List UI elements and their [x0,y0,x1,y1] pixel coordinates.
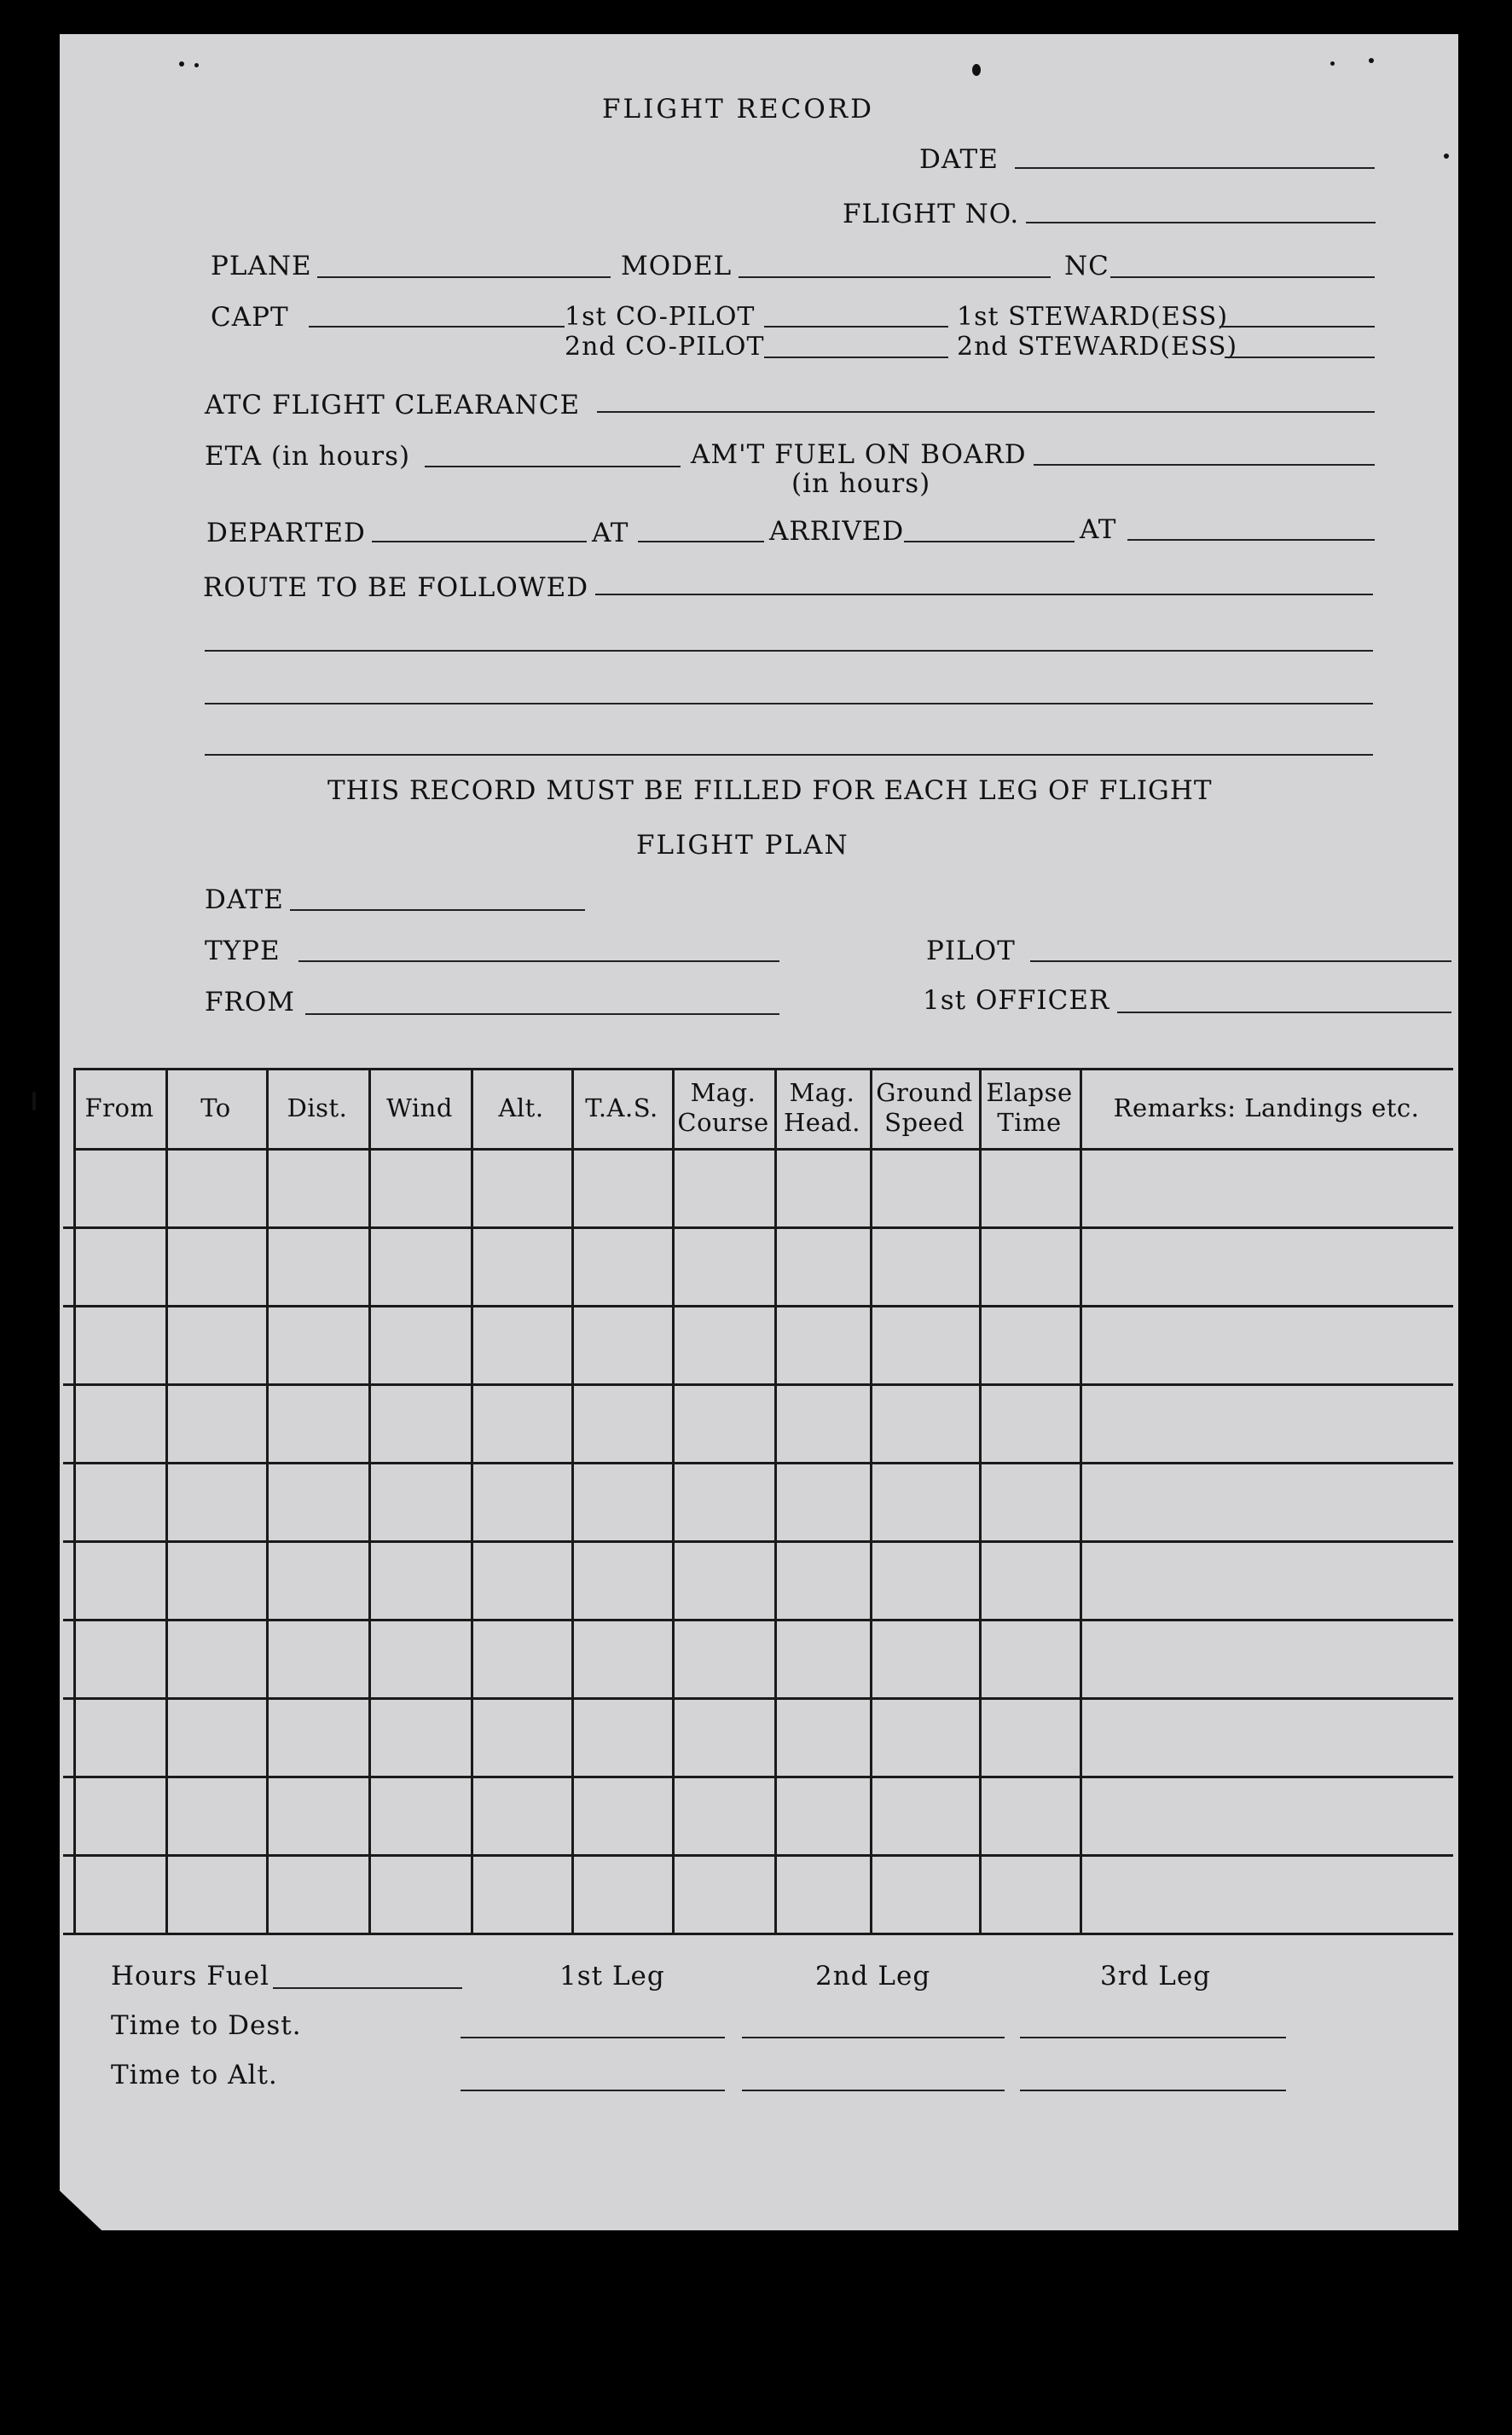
table-cell[interactable] [168,1778,265,1853]
table-cell[interactable] [872,1543,978,1618]
table-header-cell [165,1068,266,1148]
table-header-text: Wind [386,1093,453,1122]
table-cell[interactable] [777,1386,869,1461]
table-cell[interactable] [777,1151,869,1226]
table-cell[interactable] [1082,1229,1452,1304]
flight-no-field[interactable] [1026,222,1376,223]
table-cell[interactable] [872,1229,978,1304]
table-cell[interactable] [168,1700,265,1775]
table-cell[interactable] [777,1543,869,1618]
table-cell[interactable] [371,1778,470,1853]
table-cell[interactable] [269,1621,368,1696]
table-cell[interactable] [76,1857,165,1932]
arrived-field[interactable] [904,541,1075,542]
table-cell[interactable] [777,1307,869,1383]
table-header-text: Remarks: Landings etc. [1113,1093,1420,1122]
plan-officer-field[interactable] [1117,1012,1451,1013]
table-cell[interactable] [982,1621,1079,1696]
table-cell[interactable] [76,1229,165,1304]
time-to-alt-label: Time to Alt. [111,2060,278,2090]
table-header-cell [368,1068,471,1148]
table-cell[interactable] [982,1464,1079,1539]
table-cell[interactable] [1082,1386,1452,1461]
plan-type-field[interactable] [298,960,779,962]
table-cell[interactable] [982,1229,1079,1304]
table-cell[interactable] [473,1229,571,1304]
table-cell[interactable] [1082,1621,1452,1696]
table-cell[interactable] [1082,1151,1452,1226]
table-cell[interactable] [76,1386,165,1461]
table-header-text: Head. [783,1108,861,1137]
time-to-alt-leg-1-field[interactable] [461,2090,725,2091]
table-cell[interactable] [675,1386,773,1461]
table-cell[interactable] [872,1151,978,1226]
date-label: DATE [919,144,999,175]
table-cell[interactable] [1082,1307,1452,1383]
eta-field[interactable] [425,466,681,467]
table-cell[interactable] [168,1307,265,1383]
table-cell[interactable] [473,1307,571,1383]
model-field[interactable] [739,276,1051,278]
departed-at-field[interactable] [638,541,764,542]
plan-from-label: FROM [205,987,296,1017]
table-cell[interactable] [371,1229,470,1304]
atc-field[interactable] [597,411,1375,413]
table-cell[interactable] [872,1386,978,1461]
steward-1-label: 1st STEWARD(ESS) [957,302,1229,332]
table-cell[interactable] [76,1464,165,1539]
notice-text: THIS RECORD MUST BE FILLED FOR EACH LEG OF FLIGHT [327,775,1213,806]
table-cell[interactable] [982,1386,1079,1461]
departed-field[interactable] [372,541,587,542]
table-cell[interactable] [1082,1857,1452,1932]
table-cell[interactable] [269,1386,368,1461]
table-header-text: Ground [876,1078,973,1108]
table-cell[interactable] [371,1857,470,1932]
plan-date-label: DATE [205,884,284,915]
table-cell[interactable] [269,1464,368,1539]
table-header-cell [266,1068,368,1148]
at-label-2: AT [1080,514,1117,545]
table-cell[interactable] [76,1307,165,1383]
route-line-2[interactable] [205,650,1373,652]
date-field[interactable] [1015,167,1375,169]
plan-officer-label: 1st OFFICER [923,985,1110,1016]
plan-date-field[interactable] [290,909,585,911]
atc-label: ATC FLIGHT CLEARANCE [205,390,581,420]
table-cell[interactable] [168,1543,265,1618]
table-cell[interactable] [777,1464,869,1539]
table-cell[interactable] [76,1700,165,1775]
table-cell[interactable] [872,1778,978,1853]
time-to-dest-leg-2-field[interactable] [742,2037,1005,2038]
departed-label: DEPARTED [206,518,366,548]
table-cell[interactable] [269,1778,368,1853]
steward-1-field[interactable] [1219,326,1375,328]
table-cell[interactable] [574,1543,671,1618]
table-cell[interactable] [371,1700,470,1775]
leg-1-label: 1st Leg [559,1961,665,1991]
fuel-sub-label: (in hours) [791,468,931,499]
time-to-dest-label: Time to Dest. [111,2010,302,2041]
table-cell[interactable] [872,1621,978,1696]
hours-fuel-label: Hours Fuel [111,1961,269,1991]
table-header-cell [73,1068,165,1148]
table-cell[interactable] [76,1621,165,1696]
at-label-1: AT [592,518,629,548]
table-cell[interactable] [872,1464,978,1539]
fuel-label: AM'T FUEL ON BOARD [691,439,1027,470]
table-cell[interactable] [982,1778,1079,1853]
table-cell[interactable] [675,1700,773,1775]
table-header-text: Mag. [789,1078,855,1108]
table-cell[interactable] [1082,1778,1452,1853]
model-label: MODEL [621,251,733,281]
table-header-cell [571,1068,672,1148]
ink-speck [1330,61,1335,66]
table-cell[interactable] [872,1700,978,1775]
plane-label: PLANE [211,251,312,281]
table-cell[interactable] [675,1543,773,1618]
table-cell[interactable] [269,1700,368,1775]
table-cell[interactable] [269,1543,368,1618]
table-cell[interactable] [473,1857,571,1932]
ink-speck [194,63,199,67]
table-header-text: To [200,1093,231,1122]
nc-field[interactable] [1110,276,1375,278]
table-cell[interactable] [269,1857,368,1932]
table-cell[interactable] [675,1307,773,1383]
hours-fuel-field[interactable] [273,1987,462,1989]
co-pilot-1-field[interactable] [764,326,948,328]
table-header-text: Time [997,1108,1062,1137]
table-cell[interactable] [777,1229,869,1304]
table-cell[interactable] [168,1386,265,1461]
table-cell[interactable] [168,1229,265,1304]
table-cell[interactable] [982,1857,1079,1932]
capt-field[interactable] [309,326,565,328]
table-cell[interactable] [574,1857,671,1932]
plan-type-label: TYPE [205,936,281,966]
table-header-cell [774,1068,870,1148]
table-cell[interactable] [473,1464,571,1539]
time-to-alt-leg-2-field[interactable] [742,2090,1005,2091]
eta-label: ETA (in hours) [205,441,411,472]
table-cell[interactable] [777,1778,869,1853]
leg-3-label: 3rd Leg [1100,1961,1212,1991]
table-cell[interactable] [574,1621,671,1696]
co-pilot-2-label: 2nd CO-PILOT [565,332,765,362]
flight-plan-title: FLIGHT PLAN [636,830,849,861]
table-cell[interactable] [675,1464,773,1539]
table-header-text: From [84,1093,154,1122]
flight-no-label: FLIGHT NO. [843,199,1020,229]
ink-speck [972,64,981,76]
plan-from-field[interactable] [305,1013,779,1015]
route-label: ROUTE TO BE FOLLOWED [203,572,589,603]
table-cell[interactable] [982,1700,1079,1775]
table-header-text: Speed [884,1108,965,1137]
table-cell[interactable] [675,1151,773,1226]
table-header-cell [979,1068,1080,1148]
ink-speck [179,61,184,67]
table-cell[interactable] [371,1307,470,1383]
ink-speck [1369,58,1374,63]
table-cell[interactable] [675,1229,773,1304]
table-cell[interactable] [168,1621,265,1696]
table-cell[interactable] [574,1700,671,1775]
table-header-cell [672,1068,774,1148]
table-cell[interactable] [574,1229,671,1304]
table-cell[interactable] [777,1700,869,1775]
table-cell[interactable] [1082,1464,1452,1539]
fuel-field[interactable] [1034,464,1375,466]
table-cell[interactable] [675,1857,773,1932]
arrived-label: ARRIVED [769,516,905,547]
table-cell[interactable] [76,1151,165,1226]
time-to-dest-leg-3-field[interactable] [1020,2037,1286,2038]
arrived-at-field[interactable] [1127,539,1375,541]
form-title: FLIGHT RECORD [602,94,874,125]
table-cell[interactable] [168,1857,265,1932]
table-cell[interactable] [574,1151,671,1226]
table-header-text: Dist. [287,1093,348,1122]
co-pilot-1-label: 1st CO-PILOT [565,302,756,332]
nc-label: NC [1064,251,1109,281]
table-row-border [63,1933,1453,1935]
table-cell[interactable] [473,1386,571,1461]
table-cell[interactable] [872,1857,978,1932]
table-cell[interactable] [1082,1700,1452,1775]
table-cell[interactable] [675,1778,773,1853]
table-cell[interactable] [473,1543,571,1618]
route-field[interactable] [595,594,1373,595]
table-cell[interactable] [473,1151,571,1226]
table-cell[interactable] [371,1386,470,1461]
co-pilot-2-field[interactable] [764,357,948,358]
table-cell[interactable] [982,1151,1079,1226]
table-cell[interactable] [982,1543,1079,1618]
table-cell[interactable] [574,1464,671,1539]
leg-2-label: 2nd Leg [815,1961,931,1991]
table-cell[interactable] [777,1621,869,1696]
table-cell[interactable] [473,1621,571,1696]
steward-2-field[interactable] [1225,357,1375,358]
table-cell[interactable] [574,1778,671,1853]
table-cell[interactable] [982,1307,1079,1383]
table-header-cell [471,1068,571,1148]
table-header-text: Elapse [986,1078,1073,1108]
table-cell[interactable] [473,1778,571,1853]
table-cell[interactable] [574,1386,671,1461]
table-cell[interactable] [872,1307,978,1383]
ink-speck [32,1092,36,1110]
table-cell[interactable] [371,1151,470,1226]
route-line-3[interactable] [205,703,1373,704]
table-cell[interactable] [473,1700,571,1775]
table-cell[interactable] [269,1151,368,1226]
capt-label: CAPT [211,302,289,333]
table-cell[interactable] [675,1621,773,1696]
table-cell[interactable] [168,1151,265,1226]
table-header-cell [870,1068,979,1148]
table-cell[interactable] [269,1307,368,1383]
table-cell[interactable] [269,1229,368,1304]
table-cell[interactable] [574,1307,671,1383]
route-line-4[interactable] [205,754,1373,756]
time-to-dest-leg-1-field[interactable] [461,2037,725,2038]
table-cell[interactable] [76,1543,165,1618]
table-header-text: Mag. [690,1078,756,1108]
table-cell[interactable] [76,1778,165,1853]
table-cell[interactable] [371,1464,470,1539]
table-cell[interactable] [371,1543,470,1618]
plan-pilot-field[interactable] [1030,960,1451,962]
plane-field[interactable] [317,276,611,278]
table-header-text: Course [677,1108,769,1137]
plan-pilot-label: PILOT [926,936,1016,966]
table-header-cell [1080,1068,1453,1148]
table-cell[interactable] [168,1464,265,1539]
table-header-text: T.A.S. [585,1093,658,1122]
table-cell[interactable] [1082,1543,1452,1618]
ink-speck [1444,154,1449,159]
steward-2-label: 2nd STEWARD(ESS) [957,332,1238,362]
table-cell[interactable] [371,1621,470,1696]
table-cell[interactable] [777,1857,869,1932]
table-header-text: Alt. [498,1093,544,1122]
time-to-alt-leg-3-field[interactable] [1020,2090,1286,2091]
